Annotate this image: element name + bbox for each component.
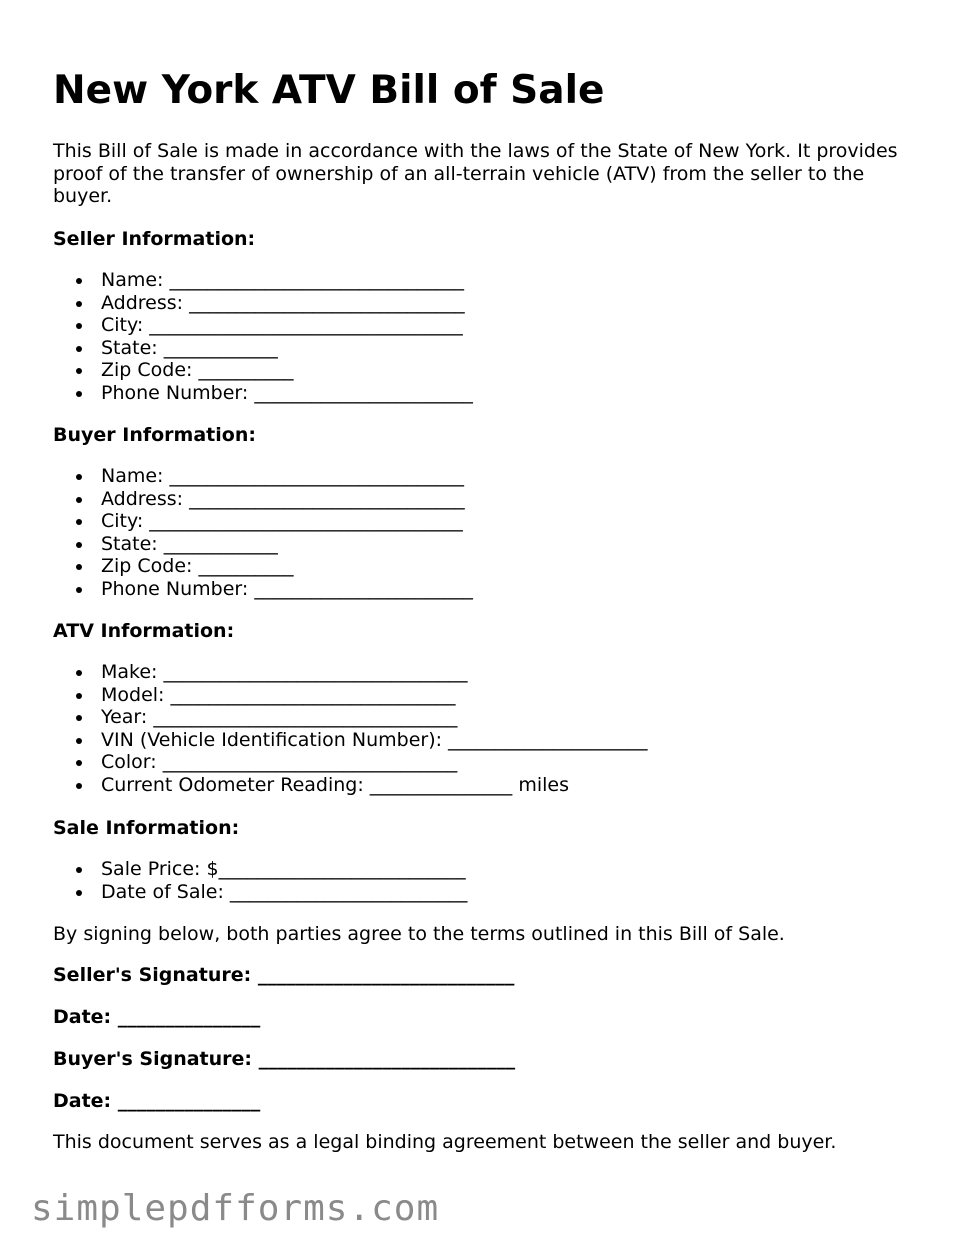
atv-model-field: Model: ______________________________ — [101, 684, 648, 707]
buyer-address-field: Address: _____________________________ — [101, 488, 473, 511]
buyer-state-field: State: ____________ — [101, 533, 473, 556]
atv-make-field: Make: ________________________________ — [101, 661, 648, 684]
seller-city-field: City: _________________________________ — [101, 314, 473, 337]
watermark: simplepdfforms.com — [31, 1188, 440, 1229]
buyer-signature-line: Buyer's Signature: ___________________________ — [53, 1048, 516, 1070]
buyer-phone-field: Phone Number: _______________________ — [101, 577, 473, 600]
intro-paragraph: This Bill of Sale is made in accordance with the laws of the State of New York. It provides proof of the transfer of ownership of an all-terrain vehicle (ATV) from the seller to the buyer. — [53, 140, 898, 208]
seller-signature-line: Seller's Signature: ___________________________ — [53, 964, 515, 986]
atv-color-field: Color: _______________________________ — [101, 751, 648, 774]
atv-heading: ATV Information: — [53, 620, 235, 642]
atv-year-field: Year: ________________________________ — [101, 706, 648, 729]
buyer-name-field: Name: _______________________________ — [101, 465, 473, 488]
buyer-zip-field: Zip Code: __________ — [101, 555, 473, 578]
sale-fields — [53, 858, 467, 903]
closing-text: This document serves as a legal binding agreement between the seller and buyer. — [53, 1131, 837, 1153]
atv-fields — [53, 661, 648, 797]
seller-zip-field: Zip Code: __________ — [101, 359, 473, 382]
seller-address-field: Address: _____________________________ — [101, 292, 473, 315]
sale-date-field: Date of Sale: _________________________ — [101, 880, 468, 903]
sale-heading: Sale Information: — [53, 817, 240, 839]
seller-phone-field: Phone Number: _______________________ — [101, 381, 473, 404]
seller-date-line: Date: _______________ — [53, 1006, 261, 1028]
seller-fields — [53, 269, 473, 405]
seller-state-field: State: ____________ — [101, 337, 473, 360]
sale-price-field: Sale Price: $__________________________ — [101, 858, 466, 880]
seller-name-field: Name: _______________________________ — [101, 269, 473, 292]
agreement-text: By signing below, both parties agree to the terms outlined in this Bill of Sale. — [53, 923, 785, 945]
atv-odometer-field: Current Odometer Reading: _______________ miles — [101, 774, 648, 797]
buyer-city-field: City: _________________________________ — [101, 510, 473, 533]
seller-heading: Seller Information: — [53, 228, 256, 250]
document-title: New York ATV Bill of Sale — [53, 68, 605, 113]
buyer-fields — [53, 465, 473, 601]
buyer-date-line: Date: _______________ — [53, 1090, 261, 1112]
atv-vin-field: VIN (Vehicle Identification Number): _____________________ — [101, 728, 648, 751]
buyer-heading: Buyer Information: — [53, 424, 256, 446]
